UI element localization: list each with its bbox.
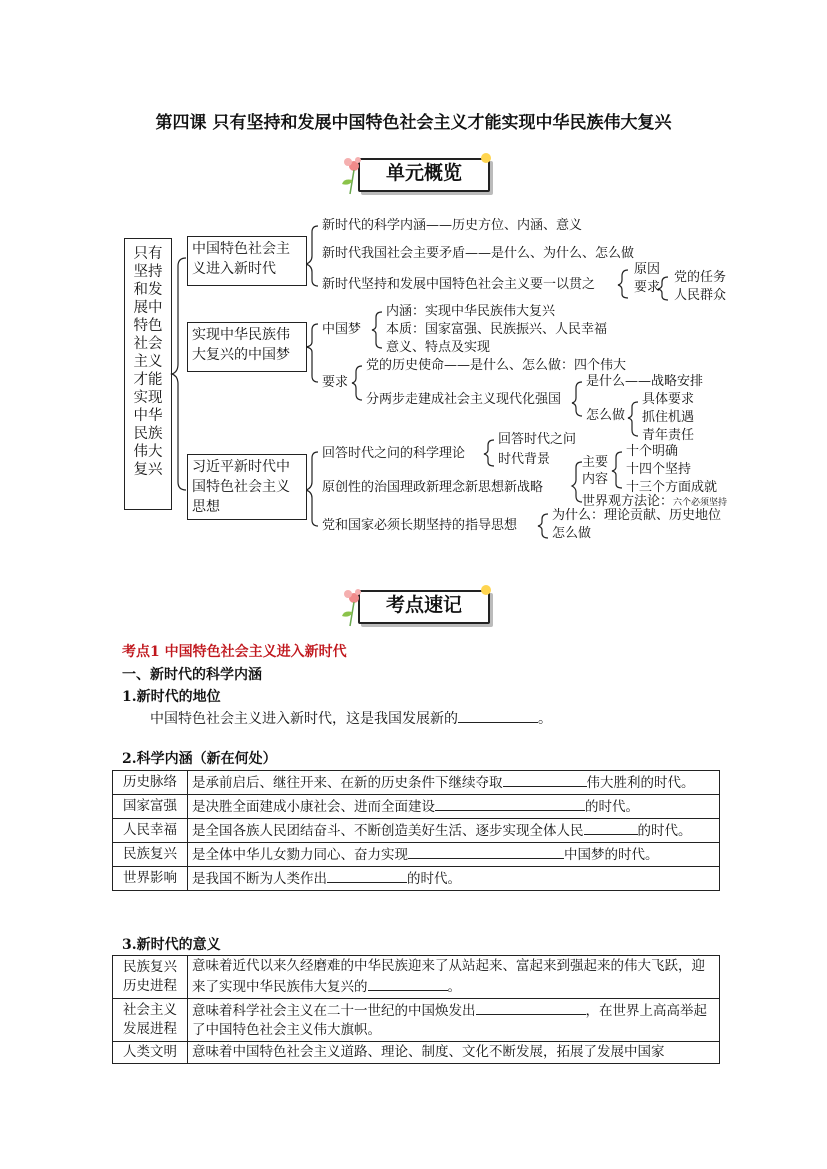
branch3-nr-item: 十四个坚持 xyxy=(626,462,692,477)
row-content xyxy=(188,999,720,1042)
branch1-yuanyin: 原因 xyxy=(634,262,661,277)
branch2-zgm: 中国梦 xyxy=(322,322,362,337)
root-char: 和 xyxy=(133,282,148,298)
s1-title: 1.新时代的地位 xyxy=(122,689,221,705)
row-key-line: 历史进程 xyxy=(123,978,177,994)
root-char: 色 xyxy=(148,318,163,334)
fill-blank[interactable] xyxy=(476,1000,586,1015)
branch3-sjgff-note: 六个必须坚持 xyxy=(673,498,728,508)
root-char: 只 xyxy=(133,246,148,262)
branch2-yaoqiu: 要求 xyxy=(322,375,349,390)
branch2-box xyxy=(187,322,307,372)
row-key: 人民幸福 xyxy=(113,819,188,843)
table-row xyxy=(113,1042,720,1064)
branch2-zgm-item: 本质：国家富强、民族振兴、人民幸福 xyxy=(386,322,608,337)
root-char: 大 xyxy=(148,444,163,460)
row-text: 是承前启后、继往开来、在新的历史条件下继续夺取 xyxy=(192,775,503,791)
root-char: 民 xyxy=(133,426,148,442)
root-char: 特 xyxy=(133,318,148,334)
branch3-i1: 回答时代之问的科学理论 xyxy=(322,446,466,461)
root-char: 会 xyxy=(148,336,163,352)
branch1-yaoqiu-item: 人民群众 xyxy=(674,288,727,303)
root-char: 主 xyxy=(133,354,148,370)
row-key-line: 社会主义 xyxy=(123,1002,177,1018)
row-key: 历史脉络 xyxy=(113,771,188,795)
root-char: 才 xyxy=(133,372,148,388)
fill-blank[interactable] xyxy=(458,708,538,723)
s1-line xyxy=(150,708,552,728)
s2-table xyxy=(112,770,720,891)
root-char: 义 xyxy=(148,354,163,370)
table-row xyxy=(113,956,720,999)
page-title: 第四课 只有坚持和发展中国特色社会主义才能实现中华民族伟大复兴 xyxy=(155,113,672,133)
branch2-y2b-item: 抓住机遇 xyxy=(642,410,695,425)
root-char: 中 xyxy=(148,300,163,316)
branch1-box-line: 义进入新时代 xyxy=(192,261,276,277)
row-text: 意味着中国特色社会主义道路、理论、制度、文化不断发展，拓展了发展中国家 xyxy=(192,1044,665,1060)
row-text: 中国梦的时代。 xyxy=(564,847,659,863)
root-char: 兴 xyxy=(148,462,163,478)
branch1-box-line: 中国特色社会主 xyxy=(192,241,290,257)
branch3-zhuyao: 主要 xyxy=(582,455,609,470)
root-char: 社 xyxy=(133,336,148,352)
table-row xyxy=(113,819,720,843)
fill-blank[interactable] xyxy=(368,976,448,991)
row-key-line: 民族复兴 xyxy=(123,959,177,975)
branch3-sjgff-label: 世界观方法论： xyxy=(582,494,674,509)
root-char: 现 xyxy=(148,390,163,406)
branch3-i3-item: 为什么：理论贡献、历史地位 xyxy=(552,508,722,523)
branch1-item: 新时代坚持和发展中国特色社会主义要一以贯之 xyxy=(322,277,596,292)
branch3-i3: 党和国家必须长期坚持的指导思想 xyxy=(322,518,518,533)
sun-icon xyxy=(478,582,494,598)
root-char: 能 xyxy=(148,372,163,388)
row-key: 国家富强 xyxy=(113,795,188,819)
row-content xyxy=(188,867,720,891)
root-char: 族 xyxy=(148,426,163,442)
table-row xyxy=(113,771,720,795)
branch2-y2b: 怎么做 xyxy=(586,408,626,423)
fill-blank[interactable] xyxy=(327,868,407,883)
row-text: 伟大胜利的时代。 xyxy=(586,775,695,791)
row-content xyxy=(188,819,720,843)
branch2-y2b-item: 具体要求 xyxy=(642,392,695,407)
row-key-line: 人类文明 xyxy=(123,1044,177,1060)
branch2-box-line: 大复兴的中国梦 xyxy=(192,347,290,363)
row-text: 。 xyxy=(447,979,461,995)
s2-title: 2.科学内涵（新在何处） xyxy=(122,751,277,767)
branch2-y2a: 是什么——战略安排 xyxy=(586,374,704,389)
branch2-y2b-item: 青年责任 xyxy=(642,428,695,443)
table-row xyxy=(113,795,720,819)
root-char: 展 xyxy=(133,300,148,316)
section-h1: 一、新时代的科学内涵 xyxy=(122,667,262,683)
table-row xyxy=(113,999,720,1042)
branch2-y1: 党的历史使命——是什么、怎么做：四个伟大 xyxy=(366,358,627,373)
badge-overview-text: 单元概览 xyxy=(385,162,462,184)
row-content xyxy=(188,771,720,795)
row-text: 的时代。 xyxy=(407,871,461,887)
row-content xyxy=(188,956,720,999)
flower-icon xyxy=(340,586,380,630)
branch3-i3-item: 怎么做 xyxy=(552,526,592,541)
row-text: 的时代。 xyxy=(637,823,692,839)
branch3-box-line: 思想 xyxy=(192,499,220,515)
section-badge-points xyxy=(340,586,490,624)
row-key xyxy=(113,1042,188,1064)
s3-table xyxy=(112,955,720,1064)
root-char: 发 xyxy=(148,282,163,298)
row-text: ，在世界上高高举起了中国特色社会主义伟大旗帜。 xyxy=(192,1003,707,1038)
branch3-i1-item: 时代背景 xyxy=(498,452,551,467)
row-text: 的时代。 xyxy=(585,799,639,815)
root-char: 实 xyxy=(133,390,148,406)
row-text: 是决胜全面建成小康社会、进而全面建设 xyxy=(192,799,435,815)
fill-blank[interactable] xyxy=(408,844,564,859)
root-char: 有 xyxy=(148,246,163,262)
row-text: 意味着近代以来久经磨难的中华民族迎来了从站起来、富起来到强起来的伟大飞跃，迎来了实现中华民族伟大复兴的 xyxy=(192,958,705,995)
row-text: 是我国不断为人类作出 xyxy=(192,871,327,887)
row-content xyxy=(188,795,720,819)
badge-points-text: 考点速记 xyxy=(385,594,462,616)
root-char: 持 xyxy=(148,264,163,280)
fill-blank[interactable] xyxy=(584,820,638,835)
branch1-box xyxy=(187,236,307,286)
branch3-nr-item: 十个明确 xyxy=(626,444,679,459)
root-char: 华 xyxy=(148,408,163,424)
branch3-box-line: 国特色社会主义 xyxy=(192,479,290,495)
s3-title: 3.新时代的意义 xyxy=(122,937,221,953)
branch2-box-line: 实现中华民族伟 xyxy=(192,327,290,343)
branch2-zgm-item: 意义、特点及实现 xyxy=(386,340,491,355)
branch3-box-line: 习近平新时代中 xyxy=(192,459,290,475)
branch1-yaoqiu-item: 党的任务 xyxy=(674,270,727,285)
branch3-neirong: 内容 xyxy=(582,472,609,487)
row-text: 是全体中华儿女勠力同心、奋力实现 xyxy=(192,847,408,863)
branch1-item: 新时代的科学内涵——历史方位、内涵、意义 xyxy=(322,218,583,233)
row-content xyxy=(188,843,720,867)
row-key: 世界影响 xyxy=(113,867,188,891)
row-text: 意味着科学社会主义在二十一世纪的中国焕发出 xyxy=(192,1003,476,1019)
row-key: 民族复兴 xyxy=(113,843,188,867)
row-content xyxy=(188,1042,720,1064)
root-char: 坚 xyxy=(133,264,148,280)
branch3-box xyxy=(187,454,307,520)
branch3-i1-item: 回答时代之问 xyxy=(498,432,577,447)
row-key xyxy=(113,999,188,1042)
row-key-line: 发展进程 xyxy=(123,1021,177,1037)
fill-blank[interactable] xyxy=(435,796,585,811)
root-char: 中 xyxy=(133,408,148,424)
root-char: 复 xyxy=(133,462,148,478)
table-row xyxy=(113,843,720,867)
branch3-i2: 原创性的治国理政新理念新思想新战略 xyxy=(322,480,544,495)
table-row xyxy=(113,867,720,891)
branch2-zgm-item: 内涵：实现中华民族伟大复兴 xyxy=(386,304,556,319)
s1-text: 中国特色社会主义进入新时代，这是我国发展新的 xyxy=(150,711,458,727)
s1-end: 。 xyxy=(538,711,552,727)
branch3-nr-item: 十三个方面成就 xyxy=(626,480,718,495)
branch1-item: 新时代我国社会主要矛盾——是什么、为什么、怎么做 xyxy=(322,246,635,261)
row-key xyxy=(113,956,188,999)
row-text: 是全国各族人民团结奋斗、不断创造美好生活、逐步实现全体人民 xyxy=(192,823,584,839)
fill-blank[interactable] xyxy=(503,772,587,787)
kaodian-heading: 考点1 中国特色社会主义进入新时代 xyxy=(122,644,347,660)
branch1-yaoqiu: 要求 xyxy=(634,280,661,295)
branch2-y2: 分两步走建成社会主义现代化强国 xyxy=(366,392,562,407)
root-char: 伟 xyxy=(133,444,148,460)
